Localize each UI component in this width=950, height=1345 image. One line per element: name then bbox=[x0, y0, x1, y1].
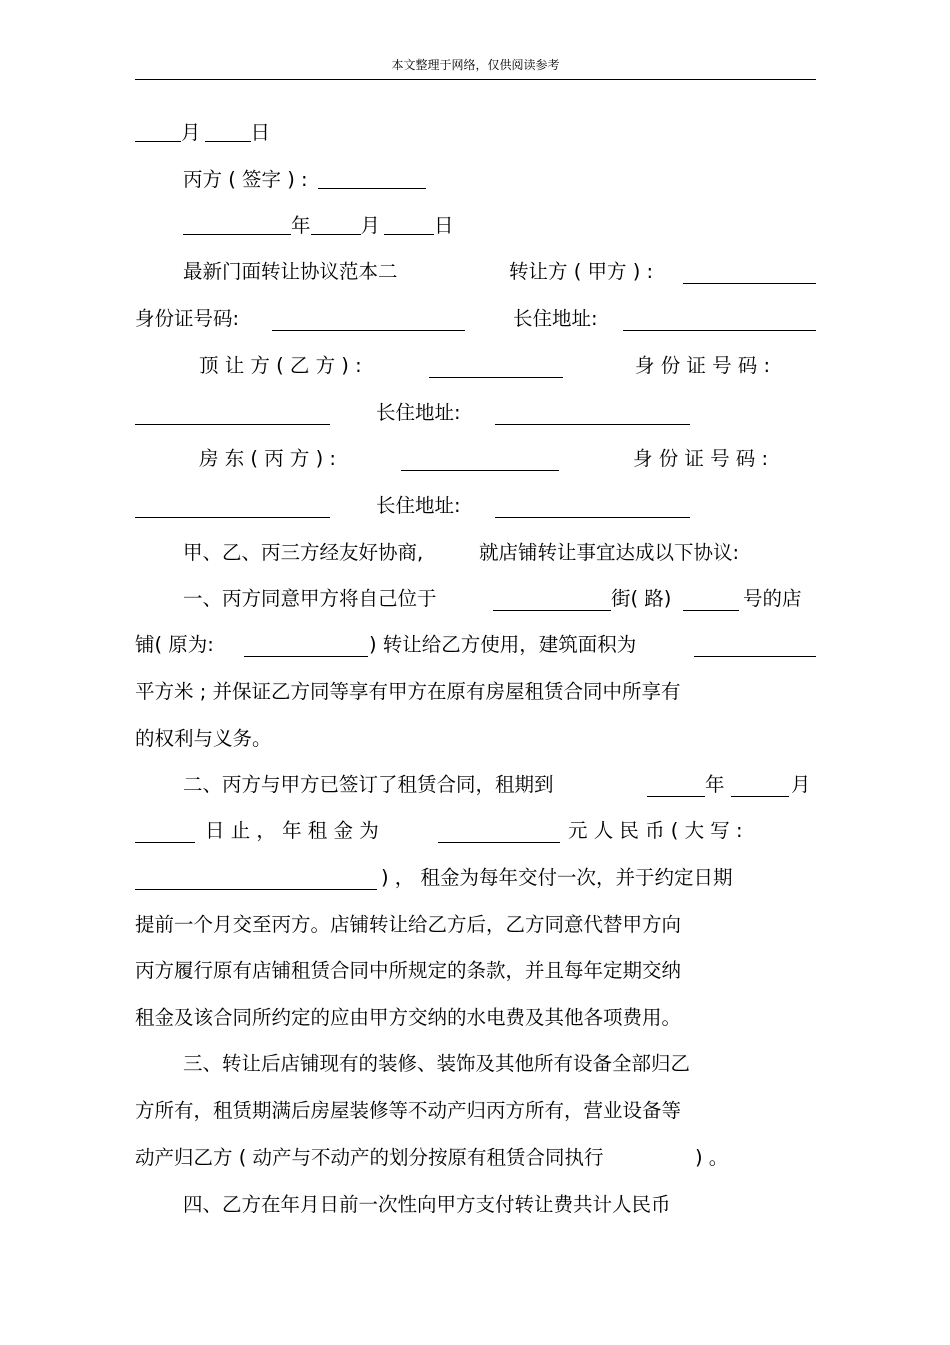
blank-field bbox=[683, 261, 816, 284]
landlord-label: 房 东 ( 丙 方 ) : bbox=[199, 447, 336, 470]
address-label: 长住地址: bbox=[376, 494, 461, 517]
blank-field bbox=[135, 402, 330, 425]
blank-field bbox=[623, 308, 816, 331]
blank-field bbox=[731, 774, 789, 797]
blank-field bbox=[495, 402, 690, 425]
clause-3-text-4: ) 。 bbox=[695, 1146, 729, 1169]
month-label: 月 bbox=[360, 214, 381, 237]
clause-1-text-2: 铺( 原为: bbox=[135, 633, 214, 656]
clause-1-line-3 bbox=[135, 677, 816, 707]
blank-field bbox=[493, 588, 611, 611]
blank-field bbox=[135, 495, 330, 518]
header-rule bbox=[135, 79, 816, 80]
clause-3-line-2 bbox=[135, 1096, 816, 1126]
blank-field bbox=[272, 308, 465, 331]
clause-2-line-5 bbox=[135, 956, 816, 986]
id-number-label: 身 份 证 号 码 : bbox=[635, 354, 771, 377]
blank-field bbox=[401, 448, 559, 471]
clause-2-text-6: 丙方履行原有店铺租赁合同中所规定的条款，并且每年定期交纳 bbox=[135, 959, 682, 982]
intro-text-1: 甲、乙、丙三方经友好协商, bbox=[183, 541, 424, 564]
clause-1-line-2 bbox=[135, 630, 816, 660]
agreement-intro-line bbox=[183, 538, 816, 568]
clause-2-text-3: 元 人 民 币 ( 大 写 : bbox=[568, 819, 743, 842]
year-label: 年 bbox=[705, 773, 725, 796]
blank-field bbox=[495, 495, 690, 518]
id-number-label: 身份证号码: bbox=[135, 307, 240, 330]
intro-text-2: 就店铺转让事宜达成以下协议: bbox=[479, 541, 740, 564]
clause-1-line-1 bbox=[183, 584, 816, 614]
street-label: 街( 路) bbox=[611, 587, 672, 610]
clause-1-text-5: 的权利与义务。 bbox=[135, 727, 272, 750]
blank-field bbox=[318, 166, 426, 189]
blank-field bbox=[438, 820, 560, 843]
transferee-line bbox=[199, 351, 816, 381]
blank-field bbox=[694, 634, 816, 657]
blank-field bbox=[429, 355, 563, 378]
clause-2-text-2: 日 止 ， 年 租 金 为 bbox=[205, 819, 379, 842]
blank-field bbox=[205, 119, 251, 142]
document-title: 最新门面转让协议范本二 bbox=[183, 260, 398, 283]
transferee-label: 顶 让 方 ( 乙 方 ) : bbox=[199, 354, 362, 377]
clause-3-text-2: 方所有，租赁期满后房屋装修等不动产归丙方所有，营业设备等 bbox=[135, 1099, 682, 1122]
clause-3-text-1: 三、转让后店铺现有的装修、装饰及其他所有设备全部归乙 bbox=[183, 1052, 691, 1075]
clause-4-text-1: 四、乙方在年月日前一次性向甲方支付转让费共计人民币 bbox=[183, 1193, 671, 1216]
blank-field bbox=[135, 119, 181, 142]
party-c-signature-line bbox=[183, 165, 864, 195]
blank-field bbox=[135, 867, 377, 890]
blank-field bbox=[647, 774, 705, 797]
clause-2-text-7: 租金及该合同所约定的应由甲方交纳的水电费及其他各项费用。 bbox=[135, 1006, 682, 1029]
clause-2-line-4 bbox=[135, 910, 816, 940]
clause-1-text-1: 一、丙方同意甲方将自己位于 bbox=[183, 587, 437, 610]
blank-field bbox=[384, 212, 434, 235]
shop-number-label: 号的店 bbox=[743, 587, 802, 610]
clause-3-text-3: 动产归乙方 ( 动产与不动产的划分按原有租赁合同执行 bbox=[135, 1146, 604, 1169]
blank-field bbox=[183, 212, 291, 235]
clause-2-text-1: 二、丙方与甲方已签订了租赁合同，租期到 bbox=[183, 773, 554, 796]
clause-1-text-4: 平方米 ; 并保证乙方同等享有甲方在原有房屋租赁合同中所享有 bbox=[135, 680, 681, 703]
clause-1-text-3: ) 转让给乙方使用，建筑面积为 bbox=[369, 633, 637, 656]
year-label: 年 bbox=[291, 214, 311, 237]
party-c-signature-label: 丙方 ( 签字 ) : bbox=[183, 168, 308, 191]
clause-3-line-1 bbox=[183, 1049, 816, 1079]
clause-2-text-5: 提前一个月交至丙方。店铺转让给乙方后，乙方同意代替甲方向 bbox=[135, 913, 682, 936]
day-label: 日 bbox=[434, 214, 454, 237]
clause-2-text-4: ) ， 租金为每年交付一次，并于约定日期 bbox=[381, 866, 733, 889]
blank-field bbox=[311, 212, 361, 235]
address-label: 长住地址: bbox=[513, 307, 598, 330]
clause-4-line-1 bbox=[183, 1190, 816, 1220]
clause-1-line-4 bbox=[135, 724, 816, 754]
clause-2-line-1 bbox=[183, 770, 816, 800]
date-line-1 bbox=[135, 118, 816, 148]
address-label: 长住地址: bbox=[376, 401, 461, 424]
id-number-label: 身 份 证 号 码 : bbox=[633, 447, 769, 470]
clause-2-line-6 bbox=[135, 1003, 816, 1033]
month-label: 月 bbox=[181, 121, 201, 144]
blank-field bbox=[683, 588, 739, 611]
blank-field bbox=[135, 820, 195, 843]
clause-3-line-3 bbox=[135, 1143, 816, 1173]
blank-field bbox=[244, 634, 368, 657]
date-line-2 bbox=[183, 211, 864, 241]
day-label: 日 bbox=[250, 121, 271, 144]
page-header: 本文整理于网络，仅供阅读参考 bbox=[391, 58, 560, 72]
title-line bbox=[183, 257, 816, 287]
landlord-line bbox=[199, 444, 816, 474]
transferor-label: 转让方 ( 甲方 ) : bbox=[509, 260, 654, 283]
month-label: 月 bbox=[791, 773, 811, 796]
party-a-id-line bbox=[135, 304, 816, 334]
